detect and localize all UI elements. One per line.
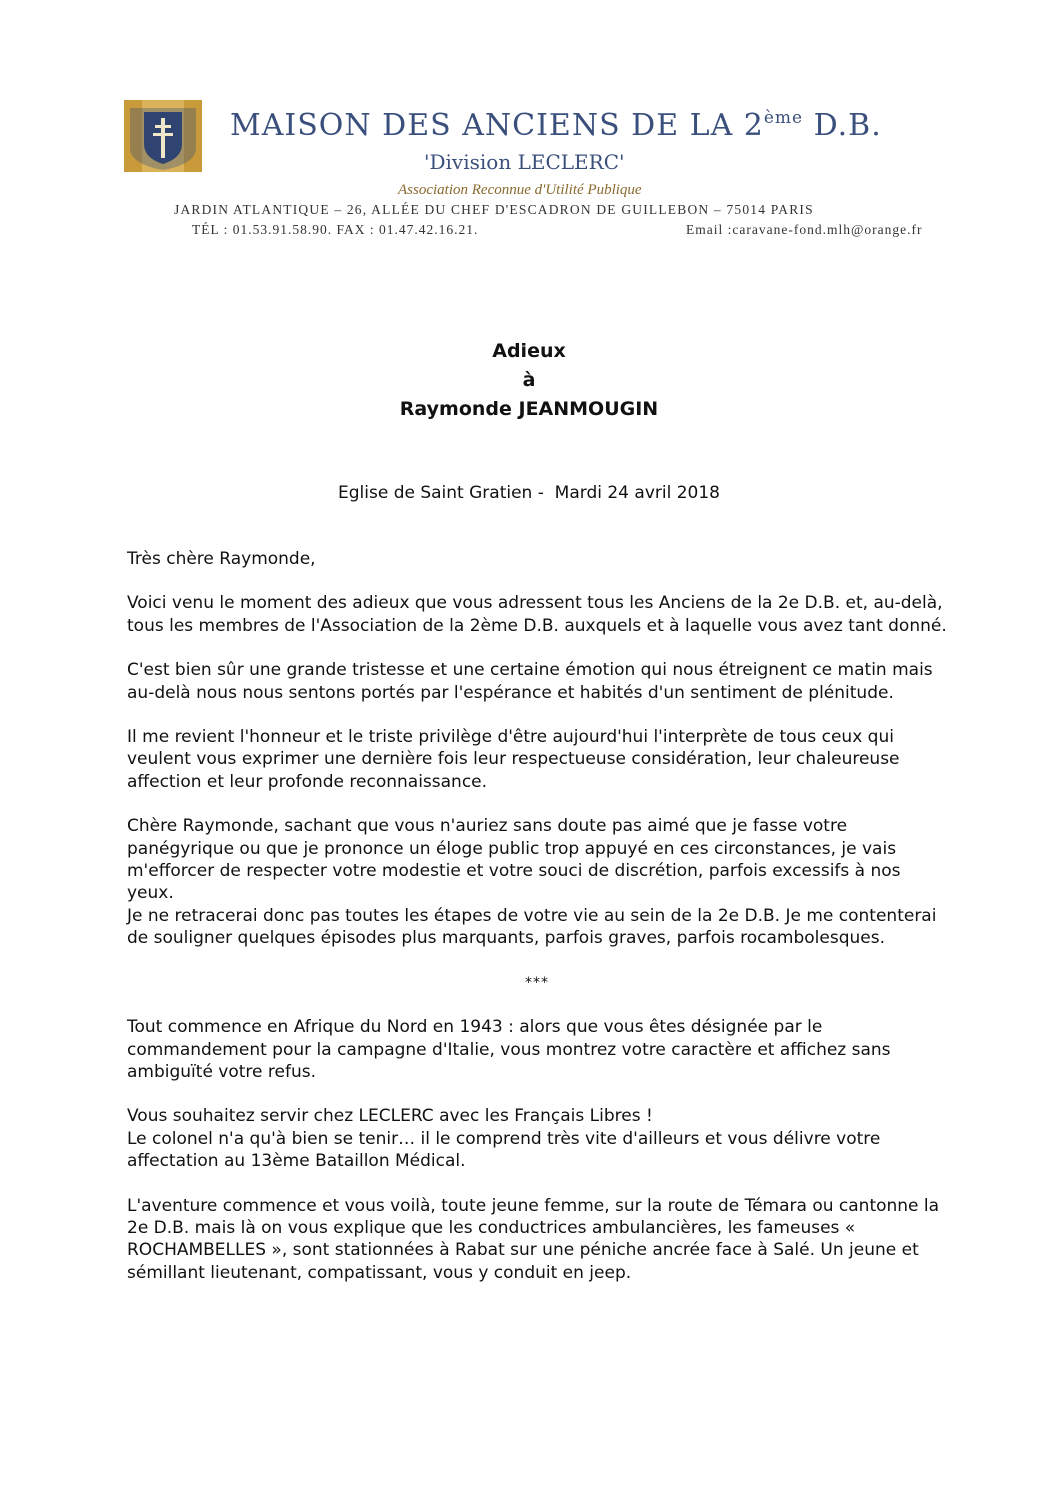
paragraph: Je ne retracerai donc pas toutes les étapes de votre vie au sein de la 2e D.B. Je me contenterai de souligner quelques épisodes plus marquants, parfois graves, parfois rocambolesques. <box>127 905 937 949</box>
paragraph: Il me revient l'honneur et le triste privilège d'être aujourd'hui l'interprète de tous ceux qui veulent vous exprimer une dernière fois leur respectueuse considération, leur chaleureuse affection et leur profonde reconnaissance. <box>127 727 900 792</box>
title-line-1: Adieux <box>492 340 566 362</box>
title-line-2: à <box>522 369 536 391</box>
email-address: Email :caravane-fond.mlh@orange.fr <box>686 222 923 237</box>
paragraph: Vous souhaitez servir chez LECLERC avec les Français Libres ! <box>127 1106 653 1127</box>
letter-body <box>127 548 947 1306</box>
paragraph: Tout commence en Afrique du Nord en 1943 : alors que vous êtes désignée par le commandement pour la campagne d'Italie, vous montrez votre caractère et affichez sans ambiguïté votre refus. <box>127 1017 891 1082</box>
paragraph: L'aventure commence et vous voilà, toute jeune femme, sur la route de Témara ou cantonne la 2e D.B. mais là on vous explique que les conductrices ambulancières, les fameuses « ROCHAMBELLES », sont stationnées à Rabat sur une péniche ancrée face à Salé. Un jeune et sémillant lieutenant, compatissant, vous y conduit en jeep. <box>127 1195 940 1283</box>
event-subtitle: Eglise de Saint Gratien - Mardi 24 avril 2018 <box>338 483 720 503</box>
salutation: Très chère Raymonde, <box>127 549 316 569</box>
postal-address: JARDIN ATLANTIQUE – 26, ALLÉE DU CHEF D'ESCADRON DE GUILLEBON – 75014 PARIS <box>174 202 814 217</box>
letterhead <box>122 98 942 248</box>
page-title <box>0 337 1058 424</box>
contact-info <box>192 222 932 240</box>
cross-of-lorraine-shield-icon <box>122 98 204 174</box>
section-separator: *** <box>525 974 549 991</box>
paragraph: Le colonel n'a qu'à bien se tenir… il le comprend très vite d'ailleurs et vous délivre votre affectation au 13ème Bataillon Médical. <box>127 1128 881 1172</box>
paragraph: Chère Raymonde, sachant que vous n'auriez sans doute pas aimé que je fasse votre panégyrique ou que je prononce un éloge public trop appuyé en ces circonstances, je vais m'efforcer de respecter votre modestie et votre souci de discrétion, parfois excessifs à nos yeux. <box>127 816 901 904</box>
title-line-3: Raymonde JEANMOUGIN <box>399 398 659 420</box>
paragraph: Voici venu le moment des adieux que vous adressent tous les Anciens de la 2e D.B. et, au-delà, tous les membres de l'Association de la 2ème D.B. auxquels et à laquelle vous avez tant donné. <box>127 593 947 636</box>
association-status: Association Reconnue d'Utilité Publique <box>398 182 642 198</box>
organization-name: MAISON DES ANCIENS DE LA 2ème D.B. <box>230 108 882 143</box>
phone-fax: TÉL : 01.53.91.58.90. FAX : 01.47.42.16.21. <box>192 222 479 237</box>
division-name: 'Division LECLERC' <box>424 150 625 174</box>
paragraph: C'est bien sûr une grande tristesse et une certaine émotion qui nous étreignent ce matin mais au-delà nous nous sentons portés par l'espérance et habités d'un sentiment de plénitude. <box>127 660 933 703</box>
